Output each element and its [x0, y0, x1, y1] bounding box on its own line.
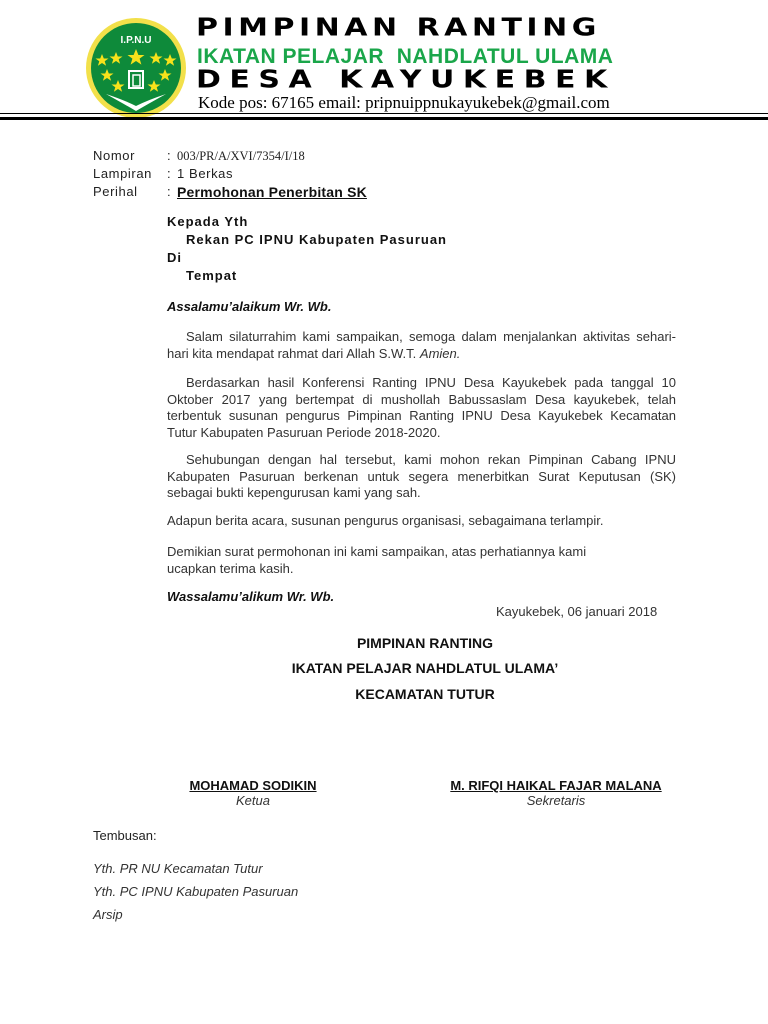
paragraph-2	[167, 375, 676, 441]
meta-colon: :	[167, 166, 172, 181]
paragraph-5: Demikian surat permohonan ini kami sampaikan, atas perhatiannya kami ucapkan terima kasih.	[167, 544, 587, 576]
org-line-3: KECAMATAN TUTUR	[355, 686, 495, 702]
ipnu-logo	[84, 16, 188, 120]
header-divider-thin	[0, 113, 768, 114]
tembusan-item: Yth. PR NU Kecamatan Tutur	[93, 861, 263, 876]
signatory-role: Sekretaris	[526, 793, 586, 808]
signature-ketua	[160, 778, 346, 808]
tembusan-item: Arsip	[93, 907, 123, 922]
signature-sekretaris	[436, 778, 676, 808]
tembusan-title: Tembusan:	[93, 828, 157, 843]
recipient-di: Di	[167, 250, 182, 265]
meta-lampiran-value: 1 Berkas	[177, 166, 234, 181]
meta-nomor-value: 003/PR/A/XVI/7354/I/18	[177, 149, 305, 163]
org-line-1: PIMPINAN RANTING	[356, 635, 494, 651]
tembusan-item: Yth. PC IPNU Kabupaten Pasuruan	[93, 884, 299, 899]
letterhead-contact: Kode pos: 67165 email: pripnuippnukayukebek@gmail.com	[198, 93, 610, 112]
meta-perihal-label: Perihal	[93, 184, 138, 199]
tembusan-list	[93, 857, 298, 926]
meta-perihal-value: Permohonan Penerbitan SK	[177, 184, 367, 200]
svg-text:I.P.N.U: I.P.N.U	[120, 35, 152, 46]
meta-nomor	[93, 147, 367, 165]
recipient-salutation: Kepada Yth	[167, 214, 249, 229]
paragraph-2-text: Berdasarkan hasil Konferensi Ranting IPNU Desa Kayukebek pada tanggal 10 Oktober 2017 yang bertempat di mushollah Babussaslam Desa kayukebek, telah terbentuk susunan pengurus Pimpinan Ranting IPNU Desa Kayukebek Kecamatan Tutur Kabupaten Pasuruan Periode 2018-2020.	[167, 375, 676, 440]
recipient-place: Tempat	[186, 268, 238, 283]
meta-lampiran	[93, 165, 367, 183]
letterhead-village: DESA KAYUKEBEK	[196, 65, 616, 94]
org-line-2: IKATAN PELAJAR NAHDLATUL ULAMA’	[291, 660, 559, 676]
paragraph-3	[167, 452, 676, 502]
paragraph-1-text: Salam silaturrahim kami sampaikan, semoga dalam menjalankan aktivitas sehari-hari kita mendapat rahmat dari Allah S.W.T.	[167, 329, 676, 361]
recipient-block	[167, 213, 447, 285]
signatory-name: M. RIFQI HAIKAL FAJAR MALANA	[450, 778, 662, 793]
paragraph-3-text: Sehubungan dengan hal tersebut, kami mohon rekan Pimpinan Cabang IPNU Kabupaten Pasuruan berkenan untuk segera menerbitkan Surat Keputusan (SK) sebagai bukti kepengurusan kami yang sah.	[167, 452, 676, 500]
paragraph-1-amien: Amien.	[419, 345, 461, 361]
meta-colon: :	[167, 184, 172, 199]
signatory-name: MOHAMAD SODIKIN	[189, 778, 317, 793]
paragraph-4: Adapun berita acara, susunan pengurus organisasi, sebagaimana terlampir.	[167, 513, 604, 528]
paragraph-1	[167, 329, 676, 362]
place-date: Kayukebek, 06 januari 2018	[496, 604, 658, 619]
ipnu-emblem-icon	[84, 16, 188, 120]
opening-greeting: Assalamu’alaikum Wr. Wb.	[167, 299, 332, 314]
meta-perihal	[93, 183, 367, 201]
meta-nomor-label: Nomor	[93, 148, 136, 163]
recipient-name: Rekan PC IPNU Kabupaten Pasuruan	[186, 232, 447, 247]
header-divider-thick	[0, 117, 768, 120]
signatory-role: Ketua	[236, 793, 270, 808]
closing-greeting: Wassalamu’alikum Wr. Wb.	[167, 589, 335, 604]
letter-meta	[93, 147, 367, 201]
letterhead-organization: IKATAN PELAJAR NAHDLATUL ULAMA	[197, 45, 614, 68]
letterhead-title: PIMPINAN RANTING	[196, 13, 601, 42]
meta-colon: :	[167, 148, 172, 163]
meta-lampiran-label: Lampiran	[93, 166, 152, 181]
